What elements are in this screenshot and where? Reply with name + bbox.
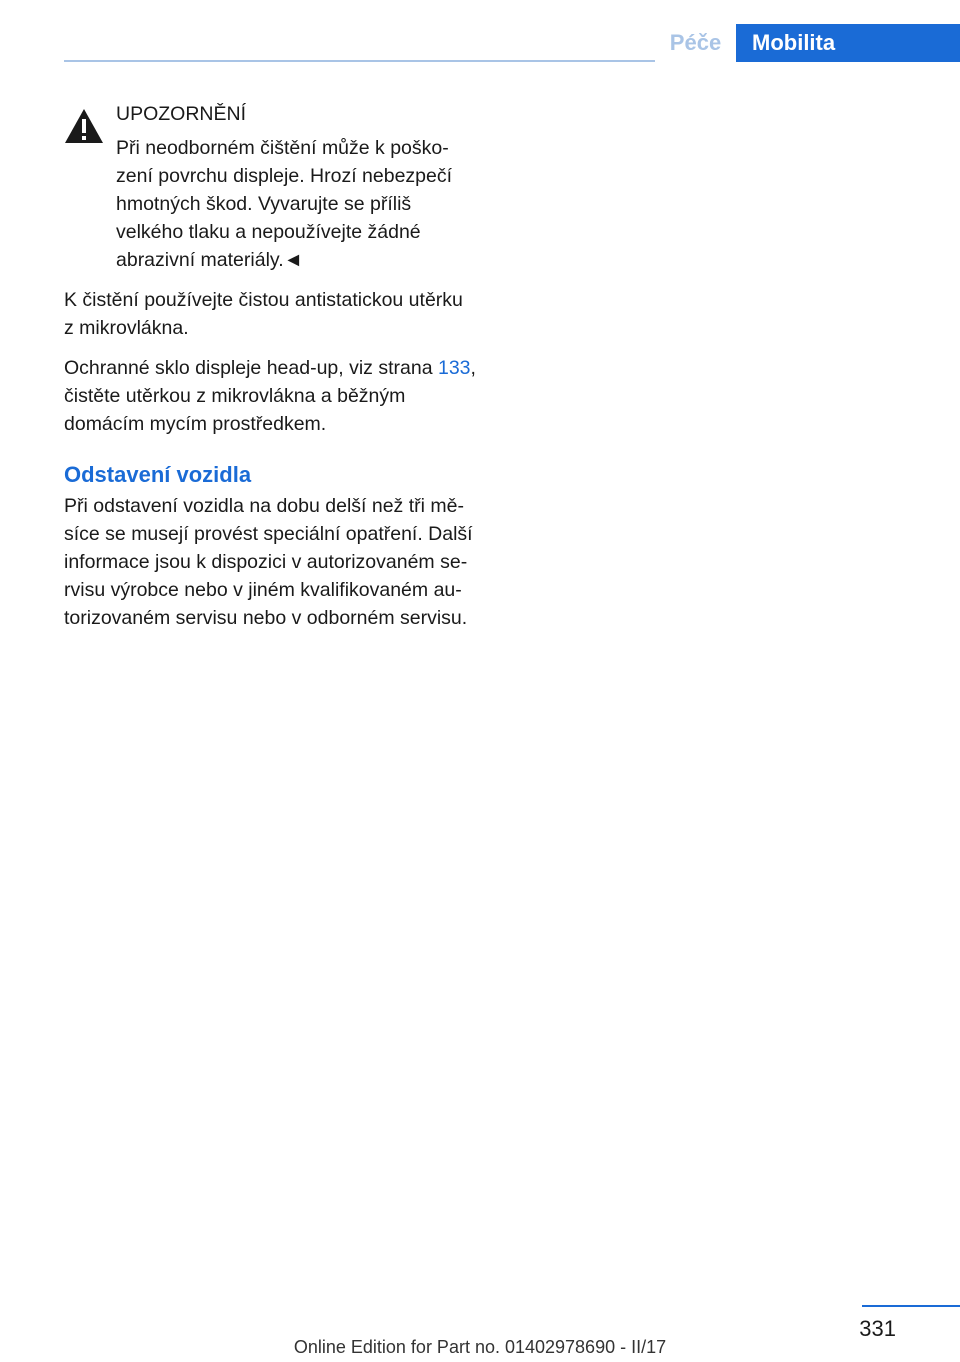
paragraph-headup-text-end: , čistěte utěrkou z mikrovlákna a běžným domácím mycím prostředkem. xyxy=(64,357,476,435)
paragraph-cleaning: K čistění používejte čistou antistatickou utěrku z mikrovlákna. xyxy=(64,289,463,339)
warning-box xyxy=(64,100,476,274)
section-text: Při odstavení vozidla na dobu delší než tři měsíce se musejí provést speciální opatření. Další informace jsou k dispozici v autorizovaném servisu výrobce nebo v jiném kvalifikovaném autorizovaném servisu nebo v odborném servisu. xyxy=(64,495,473,629)
page-content xyxy=(64,100,476,632)
paragraph-headup-text: Ochranné sklo displeje head-up, viz strana xyxy=(64,357,438,379)
warning-text: Při neodborném čištění může k poškození povrchu displeje. Hrozí nebezpečí hmotných škod. Vyvarujte se příliš velkého tlaku a nepoužívejte žádné abrazivní materiály.◄ xyxy=(116,137,453,271)
page-link-133[interactable]: 133 xyxy=(437,357,471,379)
warning-triangle-icon xyxy=(64,108,104,144)
page-number: 331 xyxy=(859,1316,896,1341)
footer-rule xyxy=(862,1305,960,1307)
warning-title: UPOZORNĚNÍ xyxy=(116,103,247,125)
paragraph-headup xyxy=(64,354,476,438)
header-tab-chapter[interactable]: Mobilita xyxy=(736,24,960,62)
header-tab-section[interactable]: Péče xyxy=(655,24,736,62)
section-heading: Odstavení vozidla xyxy=(64,462,252,487)
edition-note: Online Edition for Part no. 01402978690 - II/17 xyxy=(293,1337,667,1357)
